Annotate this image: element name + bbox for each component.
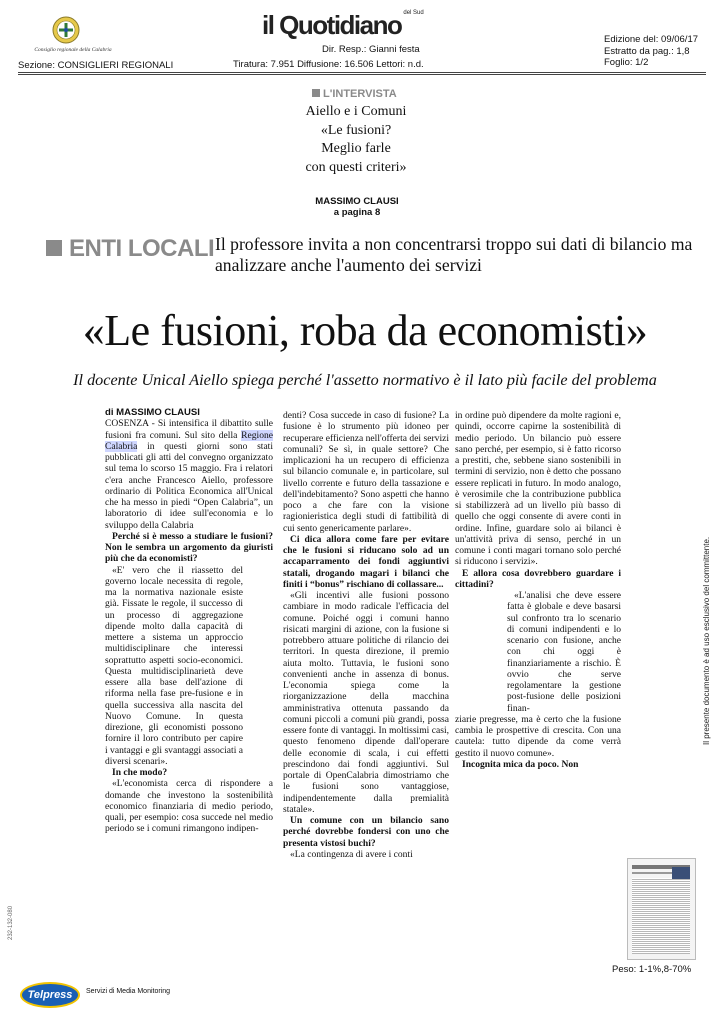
- paragraph: «L'economista cerca di rispondere a domande che investono la sostenibilità economico finanziaria di medio periodo, quali, per esempio: cosa succede nel medio periodo se i comuni rimangono indipen-: [105, 778, 273, 835]
- paragraph: «La contingenza di avere i conti: [290, 848, 413, 860]
- masthead-title: il Quotidiano: [262, 10, 402, 40]
- director-line: Dir. Resp.: Gianni festa: [322, 44, 420, 55]
- footer-services: Servizi di Media Monitoring: [86, 988, 171, 995]
- header-divider: [18, 72, 706, 73]
- council-name: Consiglio regionale della Calabria: [34, 47, 112, 53]
- header-divider: [18, 74, 706, 75]
- paragraph: ziarie pregresse, ma è certo che la fusione cambia le prospettive di crescita. Con una cautela: tutto dipende da come verrà gestito il nuovo comune».: [455, 713, 621, 759]
- highlighted-term: Regione Calabria: [105, 429, 273, 452]
- usage-disclaimer: Il presente documento è ad uso esclusivo del committente.: [702, 536, 711, 745]
- teaser-author-name: MASSIMO CLAUSI: [315, 196, 399, 207]
- question: In che modo?: [112, 767, 168, 778]
- edition-date: Edizione del: 09/06/17: [604, 34, 699, 45]
- interview-teaser-title: [300, 103, 412, 177]
- teaser-author: [312, 196, 402, 218]
- telpress-logo: Telpress: [20, 982, 80, 1008]
- question: E allora cosa dovrebbero guardare i cittadini?: [455, 567, 621, 590]
- page-extract: Estratto da pag.: 1,8: [604, 45, 690, 57]
- interview-label-text: L'INTERVISTA: [323, 88, 397, 100]
- teaser-line: «Le fusioni?: [320, 122, 392, 138]
- edition-info: [604, 34, 698, 69]
- closing-line: Incognita mica da poco. Non: [462, 758, 579, 770]
- teaser-line: con questi criteri»: [305, 159, 407, 175]
- thumbnail-subhead: [632, 872, 672, 874]
- teaser-line: Aiello e i Comuni: [305, 104, 407, 119]
- article-headline: «Le fusioni, roba da economisti»: [82, 306, 648, 355]
- page-thumbnail: [627, 858, 696, 960]
- paragraph: «L'analisi che deve essere fatta è globale e deve basarsi sul confronto tra lo scenario di comuni indipendenti e lo scenario con fusione, anche con chi oggi è finanziariamente a rischio. È ovvio che serve regolamentare la gestione post-fusione delle posizioni finan-: [507, 590, 621, 714]
- interview-label: [312, 88, 397, 100]
- council-crest-logo: [52, 16, 80, 44]
- paragraph: «Gli incentivi alle fusioni possono cambiare in modo radicale l'efficacia del comune. Poiché oggi i comuni hanno risicati margini di azione, con la fusione si potrebbero attuare politiche di rilancio dei territori. In questa direzione, il premio aiuta molto. Tuttavia, le fusioni sono convenienti anche in assenza di bonus. L'economia spiega come la riorganizzazione della macchina amministrativa ottenuta passando da comuni piccoli a comuni più grandi, possa essere fonte di vantaggi. In moltissimi casi, questo fenomeno dipende dall'operare delle economie di scala, i cui effetti prescindono dai fondi aggiuntivi. Sul portale di OpenCalabria dimostriamo che le fusioni sono vantaggiose, indipendentemente dalla premialità statale».: [283, 590, 449, 815]
- kicker-square-icon: [46, 240, 62, 256]
- paragraph: COSENZA - Si intensifica il dibattito sulle fusioni fra comuni. Sul sito della Regione Calabria in questi giorni sono stati pubblicati gli atti del convegno organizzato sul tema lo scorso 15 maggio. Fra i relatori c'era anche Francesco Aiello, professore ordinario di Politica Economica all'Unical che ha messo in piedi “Open Calabria”, un laboratorio di idee sull'economia e lo sviluppo della Calabria: [105, 418, 273, 531]
- section-label: Sezione: CONSIGLIERI REGIONALI: [18, 60, 174, 71]
- thumbnail-photo: [672, 867, 690, 879]
- article-column-3: [455, 410, 621, 770]
- question: Perché si è messo a studiare le fusioni? Non le sembra un argomento da giuristi più che da economisti?: [105, 530, 273, 565]
- byline: di MASSIMO CLAUSI: [105, 407, 200, 418]
- circulation-line: Tiratura: 7.951 Diffusione: 16.506 Lettori: n.d.: [233, 59, 424, 70]
- teaser-line: Meglio farle: [321, 141, 391, 156]
- masthead-subtitle: del Sud: [403, 10, 424, 16]
- sheet-number: Foglio: 1/2: [604, 57, 649, 68]
- square-bullet-icon: [312, 89, 320, 97]
- thumbnail-text: [632, 878, 690, 954]
- paragraph: in ordine può dipendere da molte ragioni e, quindi, occorre capirne la sostenibilità di medio periodo. Un bilancio può essere sano perché, per esempio, si è fatto ricorso a prestiti, che, sebbene siano sostenibili in termini di servizio, non è detto che possano essere replicati in futuro. In modo analogo, è verosimile che la contribuzione pubblica si stabilizzerà ad un livello più basso di quello che oggi consente di avere conti in ordine. Infine, guardare solo ai bilanci è un'attività priva di senso, perché in un comune i conti magari tornano solo perché si riducono i servizi».: [455, 410, 621, 568]
- article-overline: Il professore invita a non concentrarsi troppo sui dati di bilancio ma analizzare anche l'aumento dei servizi: [215, 234, 693, 275]
- document-code: 232-132-080: [8, 905, 14, 940]
- question: Un comune con un bilancio sano perché dovrebbe fondersi con uno che presenta vistosi buchi?: [283, 815, 449, 849]
- weight-info: Peso: 1-1%,8-70%: [612, 964, 692, 975]
- teaser-page-ref: a pagina 8: [333, 207, 381, 218]
- question: Ci dica allora come fare per evitare che le fusioni si riducano solo ad un accaparramento dei fondi aggiuntivi statali, drogando magari i bilanci che finiti i “bonus” rischiano di collassare...: [283, 533, 449, 590]
- article-column-2: [283, 410, 449, 860]
- section-kicker: ENTI LOCALI: [69, 235, 215, 262]
- article-column-1: [105, 407, 273, 835]
- article-subheadline: Il docente Unical Aiello spiega perché l'assetto normativo è il lato più facile del problema: [73, 371, 657, 389]
- newspaper-masthead: [262, 10, 424, 41]
- paragraph: denti? Cosa succede in caso di fusione? La fusione è lo strumento più idoneo per recuperare efficienza nell'offerta dei servizi comunali? Se sì, in quale settore? Che implicazioni ha un recupero di efficienza sul bilancio comunale e, in particolare, sul livello corrente e futuro della tassazione e dell'indebitamento? Sono aspetti che hanno poco a che fare con la visione ragionieristica degli studi di fattibilità di cui sento genericamente parlare».: [283, 410, 449, 534]
- paragraph: «E' vero che il riassetto del governo locale necessita di regole, ma la normativa nazionale esiste già. Fissate le regole, il successo di un processo di aggregazione dipende molto dalla capacità di mettere a sistema un approccio multidisciplinare che interessi soprattutto aspetti socio-economici. Questa multidisciplinarietà deve essere alla base dell'azione di riforma nella fase pre-fusione e in quella successiva alla nascita del Nuovo Comune. In questa direzione, gli economisti possono fornire il loro contributo per capire i vantaggi e gli svantaggi associati a diversi scenari».: [105, 564, 243, 767]
